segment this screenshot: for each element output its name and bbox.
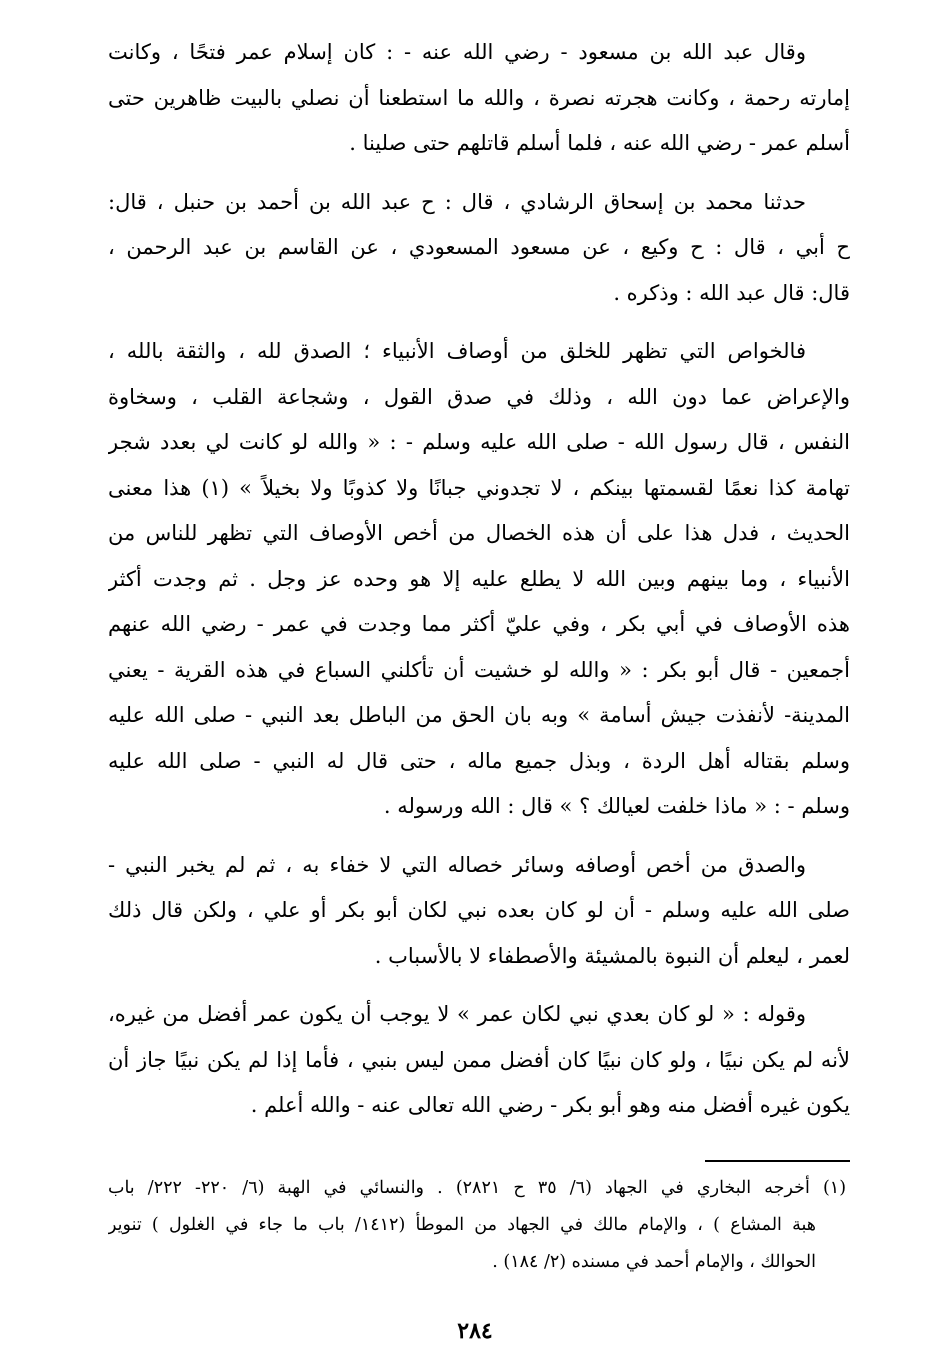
text-line: فالخواص التي تظهر للخلق من أوصاف الأنبياء ؛ الصدق لله ، والثقة بالله ،: [108, 339, 806, 363]
text-line: الأنبياء ، وما بينهم وبين الله لا يطلع عليه إلا هو وحده عز وجل . ثم وجدت أكثر: [108, 566, 850, 591]
text-line: والإعراض عما دون الله ، وذلك في صدق القول ، وشجاعة القلب ، وسخاوة: [108, 384, 850, 409]
footnote-line: هبة المشاع ) ، والإمام مالك في الجهاد من الموطأ (١٤١٢/ باب ما جاء في الغلول ) تنوير: [108, 1215, 816, 1235]
footnote-line: (١) أخرجه البخاري في الجهاد (٦/ ٣٥ ح ٢٨٢١) . والنسائي في الهبة (٦/ ٢٢٠- ٢٢٢/ باب: [108, 1178, 846, 1198]
paragraph-prophet-qualities: [108, 329, 850, 830]
text-line: أجمعين - قال أبو بكر : « والله لو خشيت أن تأكلني السباع في هذه القرية - يعني: [108, 657, 850, 682]
text-line: إمارته رحمة ، وكانت هجرته نصرة ، والله ما استطعنا أن نصلي بالبيت ظاهرين حتى: [108, 85, 850, 110]
text-line: تهامة كذا نعمًا لقسمتها بينكم ، لا تجدوني جبانًا ولا كذوبًا ولا بخيلاً » (١) هذا معنى: [108, 475, 850, 500]
paragraph-isnad: [108, 180, 850, 317]
paragraph-ibn-masud: [108, 30, 850, 167]
footnote: [108, 1170, 846, 1281]
text-line: والصدق من أخص أوصافه وسائر خصاله التي لا خفاء به ، ثم لم يخبر النبي -: [108, 852, 806, 877]
paragraph-truthfulness: [108, 843, 850, 980]
text-line: أسلم عمر - رضي الله عنه ، فلما أسلم قاتلهم حتى صلينا .: [349, 131, 850, 155]
text-line: حدثنا محمد بن إسحاق الرشادي ، قال : ح عبد الله بن أحمد بن حنبل ، قال:: [108, 189, 806, 214]
text-line: المدينة- لأنفذت جيش أسامة » وبه بان الحق من الباطل بعد النبي - صلى الله عليه: [108, 703, 850, 727]
page-number: ٢٨٤: [457, 1318, 493, 1344]
text-line: وقال عبد الله بن مسعود - رضي الله عنه - : كان إسلام عمر فتحًا ، وكانت: [108, 40, 806, 64]
paragraph-umar-hadith: [108, 992, 850, 1129]
text-line: قال: قال عبد الله : وذكره .: [613, 280, 850, 305]
footnote-separator: [705, 1160, 850, 1162]
main-text: [108, 30, 850, 1142]
text-line: يكون غيره أفضل منه وهو أبو بكر - رضي الله تعالى عنه - والله أعلم .: [250, 1093, 850, 1117]
footnote-line: الحوالك ، والإمام أحمد في مسنده (٢/ ١٨٤) .: [492, 1252, 816, 1272]
text-line: الحديث ، فدل هذا على أن هذه الخصال من أخص الأوصاف التي تظهر للناس من: [108, 521, 850, 545]
text-line: وقوله : « لو كان بعدي نبي لكان عمر » لا يوجب أن يكون عمر أفضل من غيره،: [108, 1002, 806, 1026]
text-line: لأنه لم يكن نبيًا ، ولو كان نبيًا كان أفضل ممن ليس بنبي ، فأما إذا لم يكن نبيًا جاز أن: [108, 1047, 850, 1072]
text-line: ح أبي ، قال : ح وكيع ، عن مسعود المسعودي ، عن القاسم بن عبد الرحمن ،: [108, 235, 850, 259]
text-line: وسلم - : « ماذا خلفت لعيالك ؟ » قال : الله ورسوله .: [383, 794, 850, 818]
text-line: هذه الأوصاف في أبي بكر ، وفي عليّ أكثر مما وجدت في عمر - رضي الله عنهم: [108, 612, 850, 636]
text-line: النفس ، قال رسول الله - صلى الله عليه وسلم - : « والله لو كانت لي بعدد شجر: [108, 430, 850, 454]
text-line: لعمر ، ليعلم أن النبوة بالمشيئة والأصطفاء لا بالأسباب .: [374, 943, 850, 968]
text-line: وسلم بقتاله أهل الردة ، وبذل جميع ماله ، حتى قال له النبي - صلى الله عليه: [108, 748, 850, 773]
text-line: صلى الله عليه وسلم - أن لو كان بعده نبي لكان أبو بكر أو علي ، ولكن قال ذلك: [108, 898, 850, 922]
